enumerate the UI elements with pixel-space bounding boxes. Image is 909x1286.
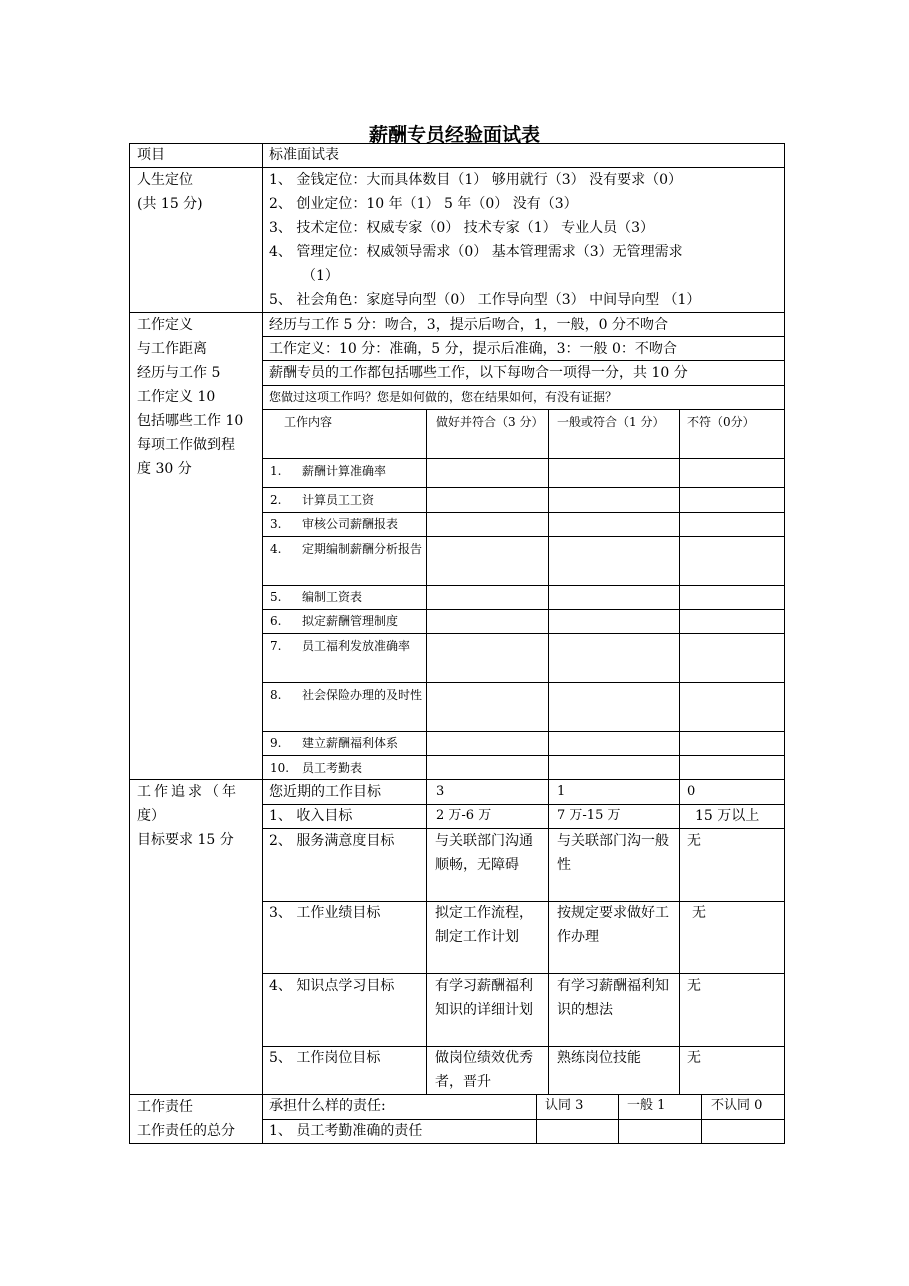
list-item-number: 5. <box>270 590 282 604</box>
work-criterion: 工作定义：10 分：准确，5 分，提示后准确，3：一般 0：不吻合 <box>269 341 677 357</box>
pursuit-label: 工作追求（年 <box>137 784 239 800</box>
life-line: 4、 管理定位：权威领导需求（0） 基本管理需求（3）无管理需求 <box>269 244 683 260</box>
pursuit-goal: 1、 收入目标 <box>269 808 353 824</box>
pursuit-cell: 无 <box>692 905 706 921</box>
pursuit-goal: 5、 工作岗位目标 <box>269 1050 381 1066</box>
pursuit-cell: 与关联部门沟一般性 <box>557 833 669 873</box>
responsibility-score: 工作责任的总分 <box>137 1123 235 1139</box>
life-line: 5、 社会角色：家庭导向型（0） 工作导向型（3） 中间导向型 （1） <box>269 292 701 308</box>
responsibility-label: 工作责任 <box>137 1099 193 1115</box>
divider <box>426 409 427 1094</box>
life-line: 3、 技术定位：权威专家（0） 技术专家（1） 专业人员（3） <box>269 220 654 236</box>
list-item-number: 3. <box>270 517 282 531</box>
list-item: 员工考勤表 <box>302 761 363 775</box>
pursuit-cell: 按规定要求做好工作办理 <box>557 905 669 945</box>
list-item: 计算员工工资 <box>302 493 375 507</box>
work-label: 度 30 分 <box>137 461 192 477</box>
work-criterion: 经历与工作 5 分：吻合，3，提示后吻合，1，一般，0 分不吻合 <box>269 317 668 333</box>
list-item: 社会保险办理的及时性 <box>302 688 423 702</box>
pursuit-label: 度） <box>137 808 165 824</box>
pursuit-goal: 4、 知识点学习目标 <box>269 978 395 994</box>
pursuit-cell: 2 万-6 万 <box>436 808 492 823</box>
list-item-number: 10. <box>270 761 290 775</box>
work-label: 工作定义 10 <box>137 389 216 405</box>
list-item: 编制工资表 <box>302 590 363 604</box>
list-item: 定期编制薪酬分析报告 <box>302 542 423 556</box>
responsibility-header-score: 一般 1 <box>627 1098 666 1113</box>
work-label: 每项工作做到程 <box>137 437 235 453</box>
work-label: 包括哪些工作 10 <box>137 413 244 429</box>
list-item-number: 8. <box>270 688 282 702</box>
list-item: 拟定薪酬管理制度 <box>302 614 399 628</box>
col-header-none: 不符（0分） <box>687 415 755 429</box>
work-label: 与工作距离 <box>137 341 207 357</box>
col-header-content: 工作内容 <box>284 415 333 429</box>
divider <box>536 1094 537 1144</box>
pursuit-goal: 2、 服务满意度目标 <box>269 833 395 849</box>
col-header-good: 做好并符合（3 分） <box>436 415 544 429</box>
pursuit-header-score: 1 <box>557 784 566 799</box>
life-line: 2、 创业定位：10 年（1） 5 年（0） 没有（3） <box>269 196 578 212</box>
list-item-number: 4. <box>270 542 282 556</box>
responsibility-header-score: 认同 3 <box>545 1098 584 1113</box>
work-label: 工作定义 <box>137 317 193 333</box>
work-label: 经历与工作 5 <box>137 365 221 381</box>
divider <box>679 409 680 1094</box>
pursuit-cell: 与关联部门沟通顺畅，无障碍 <box>435 833 533 873</box>
page-title: 薪酬专员经验面试表 <box>368 124 540 146</box>
pursuit-header: 您近期的工作目标 <box>269 784 381 800</box>
pursuit-cell: 拟定工作流程，制定工作计划 <box>435 905 533 945</box>
list-item: 薪酬计算准确率 <box>302 464 387 478</box>
divider <box>701 1094 702 1144</box>
list-item: 建立薪酬福利体系 <box>302 736 399 750</box>
life-score: (共 15 分) <box>137 196 203 212</box>
pursuit-cell: 7 万-15 万 <box>557 808 621 823</box>
list-item-number: 9. <box>270 736 282 750</box>
pursuit-cell: 有学习薪酬福利知识的想法 <box>557 978 669 1018</box>
header-item: 项目 <box>137 147 165 163</box>
divider <box>548 409 549 1094</box>
pursuit-header-score: 0 <box>687 784 696 799</box>
list-item-number: 6. <box>270 614 282 628</box>
divider <box>262 143 263 1144</box>
life-line: （1） <box>302 268 339 284</box>
work-criterion: 薪酬专员的工作都包括哪些工作，以下每吻合一项得一分，共 10 分 <box>269 365 688 381</box>
pursuit-cell: 无 <box>687 1050 701 1066</box>
pursuit-cell: 熟练岗位技能 <box>557 1050 641 1066</box>
responsibility-header-score: 不认同 0 <box>711 1098 763 1113</box>
header-standard: 标准面试表 <box>269 147 339 163</box>
list-item-number: 2. <box>270 493 282 507</box>
pursuit-cell: 无 <box>687 833 701 849</box>
list-item-number: 7. <box>270 639 282 653</box>
pursuit-goal: 3、 工作业绩目标 <box>269 905 381 921</box>
responsibility-item: 1、 员工考勤准确的责任 <box>269 1123 423 1139</box>
responsibility-header: 承担什么样的责任: <box>269 1098 386 1114</box>
pursuit-score: 目标要求 15 分 <box>137 832 234 848</box>
col-header-ok: 一般或符合（1 分） <box>557 415 665 429</box>
pursuit-cell: 做岗位绩效优秀者，晋升 <box>435 1050 533 1090</box>
pursuit-cell: 无 <box>687 978 701 994</box>
work-question: 您做过这项工作吗？您是如何做的，您在结果如何，有没有证据？ <box>269 390 618 404</box>
life-label: 人生定位 <box>137 172 193 188</box>
divider <box>129 1094 785 1095</box>
life-line: 1、 金钱定位：大而具体数目（1） 够用就行（3） 没有要求（0） <box>269 172 682 188</box>
divider <box>618 1094 619 1144</box>
pursuit-cell: 15 万以上 <box>695 808 760 824</box>
list-item-number: 1. <box>270 464 282 478</box>
list-item: 员工福利发放准确率 <box>302 639 411 653</box>
list-item: 审核公司薪酬报表 <box>302 517 399 531</box>
pursuit-header-score: 3 <box>436 784 445 799</box>
pursuit-cell: 有学习薪酬福利知识的详细计划 <box>435 978 533 1018</box>
